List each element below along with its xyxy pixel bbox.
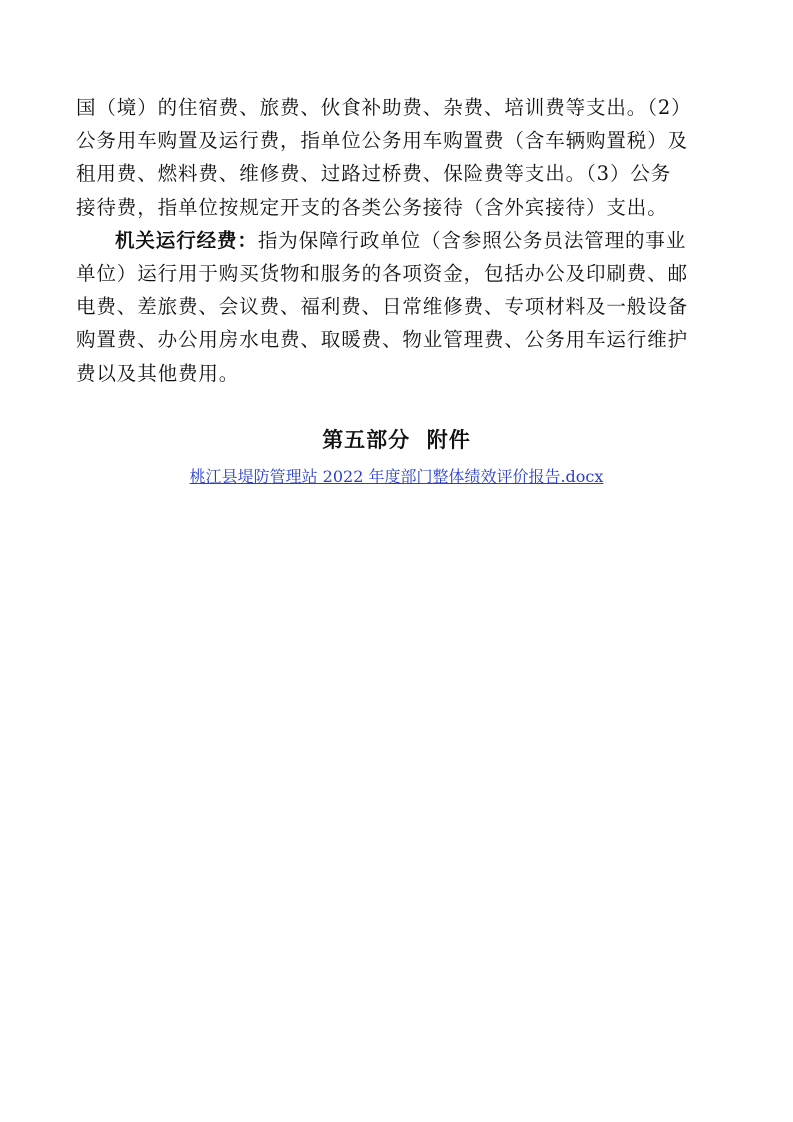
paragraph-line: 租用费、燃料费、维修费、过路过桥费、保险费等支出。（3）公务 [76,162,672,186]
paragraph-line: 购置费、办公用房水电费、取暖费、物业管理费、公务用车运行维护 [76,328,689,352]
section-heading: 第五部分 附件 [322,428,471,452]
paragraph-line-first [76,224,726,257]
paragraph-line: 费以及其他费用。 [76,361,240,385]
term-definition: 指为保障行政单位（含参照公务员法管理的事业 [257,228,687,252]
attachment-link-row [0,463,793,491]
term-heading: 机关运行经费： [115,228,258,252]
document-body [76,91,726,390]
paragraph-line: 公务用车购置及运行费，指单位公务用车购置费（含车辆购置税）及 [76,129,689,153]
paragraph-line: 单位）运行用于购买货物和服务的各项资金，包括办公及印刷费、邮 [76,261,689,285]
paragraph-line: 接待费，指单位按规定开支的各类公务接待（含外宾接待）支出。 [76,195,668,219]
paragraph-line: 国（境）的住宿费、旅费、伙食补助费、杂费、培训费等支出。（2） [76,96,692,119]
attachment-file-link[interactable]: 桃江县堤防管理站 2022 年度部门整体绩效评价报告.docx [189,467,604,486]
paragraph-line: 电费、差旅费、会议费、福利费、日常维修费、专项材料及一般设备 [76,295,689,319]
